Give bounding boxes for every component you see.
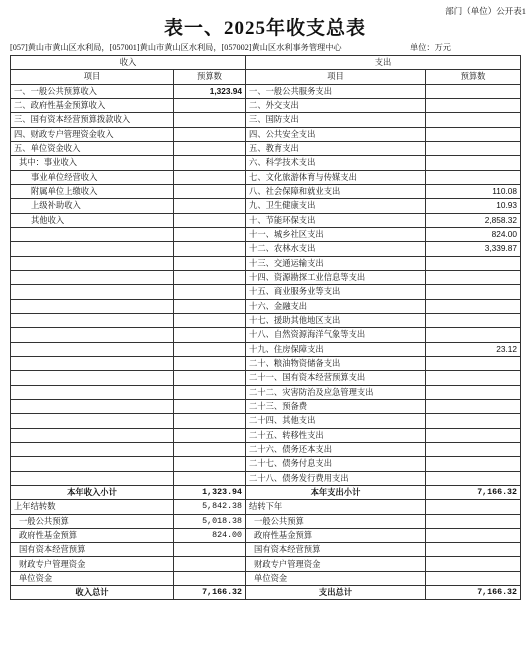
table-row xyxy=(11,156,521,170)
income-total-label: 收入总计 xyxy=(11,586,174,600)
expense-item: 六、科学技术支出 xyxy=(246,156,426,170)
income-item xyxy=(11,328,174,342)
expense-item: 十三、交通运输支出 xyxy=(246,256,426,270)
expense-item: 二十三、预备费 xyxy=(246,399,426,413)
income-value xyxy=(174,299,246,313)
income-subtotal-label: 本年收入小计 xyxy=(11,485,174,499)
expense-carry-value xyxy=(426,557,521,571)
expense-value xyxy=(426,471,521,485)
income-value xyxy=(174,356,246,370)
income-value xyxy=(174,256,246,270)
income-value xyxy=(174,371,246,385)
expense-value: 23.12 xyxy=(426,342,521,356)
table-row xyxy=(11,184,521,198)
expense-carry-value xyxy=(426,514,521,528)
expense-header: 支出 xyxy=(246,56,521,70)
page-title: 表一、2025年收支总表 xyxy=(163,18,366,39)
income-value xyxy=(174,270,246,284)
table-row xyxy=(11,471,521,485)
expense-carry-value xyxy=(426,500,521,514)
expense-item: 二十、粮油物资储备支出 xyxy=(246,356,426,370)
income-carry-value xyxy=(174,543,246,557)
expense-value: 10.93 xyxy=(426,199,521,213)
expense-value xyxy=(426,299,521,313)
income-value xyxy=(174,170,246,184)
expense-item: 十七、援助其他地区支出 xyxy=(246,313,426,327)
expense-value xyxy=(426,84,521,98)
table-row xyxy=(11,428,521,442)
expense-value xyxy=(426,156,521,170)
expense-total-value: 7,166.32 xyxy=(426,586,521,600)
expense-carry-value xyxy=(426,543,521,557)
income-value xyxy=(174,414,246,428)
carry-row xyxy=(11,528,521,542)
expense-budget-header: 预算数 xyxy=(426,70,521,84)
income-carry-value: 5,842.38 xyxy=(174,500,246,514)
income-value xyxy=(174,242,246,256)
income-value xyxy=(174,471,246,485)
income-value xyxy=(174,213,246,227)
table-row xyxy=(11,227,521,241)
table-row xyxy=(11,342,521,356)
section-header-row xyxy=(11,56,521,70)
expense-carry-item: 一般公共预算 xyxy=(246,514,426,528)
income-budget-header: 预算数 xyxy=(174,70,246,84)
income-item xyxy=(11,399,174,413)
unit-label: 单位：万元 xyxy=(410,43,451,52)
table-row xyxy=(11,414,521,428)
income-carry-item: 单位资金 xyxy=(11,571,174,585)
income-item: 四、财政专户管理资金收入 xyxy=(11,127,174,141)
expense-item-header: 项目 xyxy=(246,70,426,84)
income-value xyxy=(174,428,246,442)
income-item: 上级补助收入 xyxy=(11,199,174,213)
income-item xyxy=(11,428,174,442)
expense-value xyxy=(426,98,521,112)
table-row xyxy=(11,256,521,270)
income-item xyxy=(11,270,174,284)
expense-carry-item: 财政专户管理资金 xyxy=(246,557,426,571)
total-row xyxy=(11,586,521,600)
income-carry-item: 国有资本经营预算 xyxy=(11,543,174,557)
carry-row xyxy=(11,514,521,528)
income-value xyxy=(174,156,246,170)
expense-item: 十六、金融支出 xyxy=(246,299,426,313)
expense-item: 四、公共安全支出 xyxy=(246,127,426,141)
table-row xyxy=(11,141,521,155)
income-item: 其中：事业收入 xyxy=(11,156,174,170)
income-item xyxy=(11,371,174,385)
income-item xyxy=(11,313,174,327)
income-value xyxy=(174,385,246,399)
subtotal-row xyxy=(11,485,521,499)
table-row xyxy=(11,313,521,327)
expense-value: 824.00 xyxy=(426,227,521,241)
expense-item: 二十四、其他支出 xyxy=(246,414,426,428)
income-item xyxy=(11,471,174,485)
expense-item: 七、文化旅游体育与传媒支出 xyxy=(246,170,426,184)
income-item: 五、单位资金收入 xyxy=(11,141,174,155)
income-value xyxy=(174,285,246,299)
table-row xyxy=(11,299,521,313)
income-item: 事业单位经营收入 xyxy=(11,170,174,184)
expense-value xyxy=(426,170,521,184)
carry-row xyxy=(11,543,521,557)
table-row xyxy=(11,199,521,213)
table-row xyxy=(11,457,521,471)
table-row xyxy=(11,242,521,256)
table-row xyxy=(11,213,521,227)
income-value xyxy=(174,127,246,141)
carry-row xyxy=(11,557,521,571)
income-item: 附属单位上缴收入 xyxy=(11,184,174,198)
expense-item: 二十五、转移性支出 xyxy=(246,428,426,442)
table-row xyxy=(11,328,521,342)
doc-code: 部门（单位）公开表1 xyxy=(445,6,526,16)
table-row xyxy=(11,127,521,141)
expense-carry-item: 国有资本经营预算 xyxy=(246,543,426,557)
income-item xyxy=(11,342,174,356)
table-row xyxy=(11,98,521,112)
expense-value xyxy=(426,285,521,299)
expense-item: 十一、城乡社区支出 xyxy=(246,227,426,241)
expense-value xyxy=(426,442,521,456)
expense-carry-item: 单位资金 xyxy=(246,571,426,585)
expense-subtotal-value: 7,166.32 xyxy=(426,485,521,499)
expense-value: 2,858.32 xyxy=(426,213,521,227)
income-value xyxy=(174,313,246,327)
income-item: 三、国有资本经营预算拨款收入 xyxy=(11,113,174,127)
meta-line xyxy=(10,42,520,54)
income-item xyxy=(11,414,174,428)
expense-value xyxy=(426,256,521,270)
income-item xyxy=(11,356,174,370)
income-value xyxy=(174,442,246,456)
income-item xyxy=(11,442,174,456)
expense-value xyxy=(426,428,521,442)
income-carry-value xyxy=(174,557,246,571)
income-carry-value: 824.00 xyxy=(174,528,246,542)
income-value xyxy=(174,141,246,155)
table-row xyxy=(11,113,521,127)
expense-value xyxy=(426,270,521,284)
income-item: 其他收入 xyxy=(11,213,174,227)
carry-row xyxy=(11,500,521,514)
expense-value xyxy=(426,313,521,327)
income-item xyxy=(11,227,174,241)
expense-item: 二十二、灾害防治及应急管理支出 xyxy=(246,385,426,399)
income-header: 收入 xyxy=(11,56,246,70)
expense-value xyxy=(426,414,521,428)
expense-item: 三、国防支出 xyxy=(246,113,426,127)
income-carry-item: 政府性基金预算 xyxy=(11,528,174,542)
expense-carry-value xyxy=(426,571,521,585)
income-value xyxy=(174,184,246,198)
expense-item: 九、卫生健康支出 xyxy=(246,199,426,213)
table-row xyxy=(11,84,521,98)
table-row xyxy=(11,371,521,385)
expense-carry-value xyxy=(426,528,521,542)
income-value xyxy=(174,199,246,213)
expense-item: 十四、资源勘探工业信息等支出 xyxy=(246,270,426,284)
expense-item: 二十七、债务付息支出 xyxy=(246,457,426,471)
expense-value xyxy=(426,385,521,399)
income-item xyxy=(11,256,174,270)
expense-carry-item: 政府性基金预算 xyxy=(246,528,426,542)
carry-row xyxy=(11,571,521,585)
income-value xyxy=(174,457,246,471)
budget-table xyxy=(10,55,521,600)
expense-item: 十、节能环保支出 xyxy=(246,213,426,227)
income-total-value: 7,166.32 xyxy=(174,586,246,600)
expense-item: 十五、商业服务业等支出 xyxy=(246,285,426,299)
income-subtotal-value: 1,323.94 xyxy=(174,485,246,499)
expense-item: 五、教育支出 xyxy=(246,141,426,155)
income-item: 二、政府性基金预算收入 xyxy=(11,98,174,112)
income-item: 一、一般公共预算收入 xyxy=(11,84,174,98)
table-row xyxy=(11,270,521,284)
income-carry-value xyxy=(174,571,246,585)
income-value: 1,323.94 xyxy=(174,84,246,98)
expense-subtotal-label: 本年支出小计 xyxy=(246,485,426,499)
income-carry-item: 上年结转数 xyxy=(11,500,174,514)
expense-value xyxy=(426,113,521,127)
expense-value xyxy=(426,371,521,385)
expense-carry-item: 结转下年 xyxy=(246,500,426,514)
expense-value xyxy=(426,399,521,413)
column-header-row xyxy=(11,70,521,84)
income-value xyxy=(174,328,246,342)
expense-value xyxy=(426,141,521,155)
expense-item: 二、外交支出 xyxy=(246,98,426,112)
expense-total-label: 支出总计 xyxy=(246,586,426,600)
table-row xyxy=(11,399,521,413)
income-item xyxy=(11,385,174,399)
income-item xyxy=(11,285,174,299)
income-value xyxy=(174,113,246,127)
income-carry-item: 财政专户管理资金 xyxy=(11,557,174,571)
income-value xyxy=(174,399,246,413)
table-row xyxy=(11,285,521,299)
expense-value: 3,339.87 xyxy=(426,242,521,256)
income-value xyxy=(174,98,246,112)
table-row xyxy=(11,356,521,370)
expense-value xyxy=(426,356,521,370)
income-carry-value: 5,018.38 xyxy=(174,514,246,528)
table-row xyxy=(11,170,521,184)
income-carry-item: 一般公共预算 xyxy=(11,514,174,528)
org-label: [057]黄山市黄山区水利局，[057001]黄山市黄山区水利局，[057002]黄山区水利事务管理中心 xyxy=(10,43,342,52)
income-item xyxy=(11,242,174,256)
expense-item: 二十一、国有资本经营预算支出 xyxy=(246,371,426,385)
expense-item: 一、一般公共服务支出 xyxy=(246,84,426,98)
expense-value xyxy=(426,328,521,342)
income-value xyxy=(174,342,246,356)
table-row xyxy=(11,442,521,456)
income-value xyxy=(174,227,246,241)
income-item xyxy=(11,457,174,471)
table-row xyxy=(11,385,521,399)
expense-value: 110.08 xyxy=(426,184,521,198)
expense-item: 十九、住房保障支出 xyxy=(246,342,426,356)
expense-item: 二十六、债务还本支出 xyxy=(246,442,426,456)
expense-item: 十二、农林水支出 xyxy=(246,242,426,256)
expense-item: 二十八、债务发行费用支出 xyxy=(246,471,426,485)
expense-item: 八、社会保障和就业支出 xyxy=(246,184,426,198)
income-item xyxy=(11,299,174,313)
expense-value xyxy=(426,127,521,141)
expense-value xyxy=(426,457,521,471)
income-item-header: 项目 xyxy=(11,70,174,84)
expense-item: 十八、自然资源海洋气象等支出 xyxy=(246,328,426,342)
